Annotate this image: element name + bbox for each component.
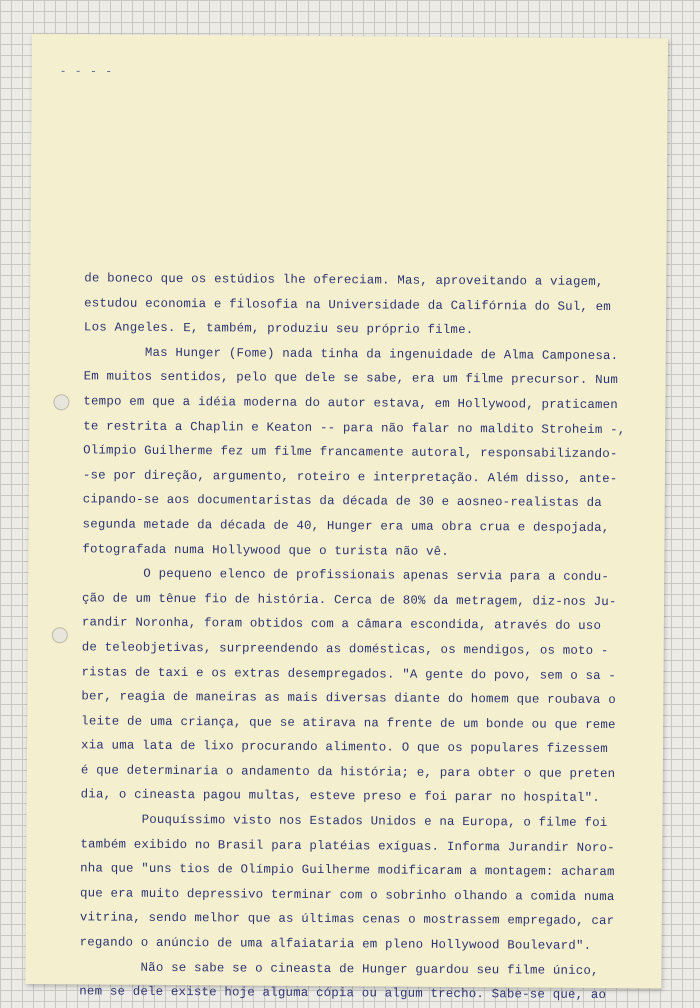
punch-hole <box>53 394 69 410</box>
text-line: leite de uma criança, que se atirava na frente de um bonde ou que reme <box>81 714 616 732</box>
text-line: te restrita a Chaplin e Keaton -- para não falar no maldito Stroheim -, <box>83 418 626 437</box>
text-line: Los Angeles. E, também, produziu seu próprio filme. <box>83 320 474 338</box>
text-line: estudou economia e filosofia na Universidade da Califórnia do Sul, em <box>84 295 612 314</box>
text-line: fotografada numa Hollywood que o turista não vê. <box>82 541 449 559</box>
text-line: randir Noronha, foram obtidos com a câmara escondida, através do uso <box>81 615 602 634</box>
text-line: vitrina, sendo melhor que as últimas cenas o mostrassem empregado, car <box>79 910 615 929</box>
corner-mark: - - - - <box>59 66 113 79</box>
text-line: dia, o cineasta pagou multas, esteve preso e foi parar no hospital". <box>80 787 600 806</box>
typewritten-page <box>25 34 668 1003</box>
text-line: cipando-se aos documentaristas da década de 30 e aosneo-realistas da <box>82 492 603 511</box>
text-line: que era muito depressivo terminar com o sobrinho olhando a comida numa <box>79 886 615 904</box>
text-line: nem se dele existe hoje alguma cópia ou algum trecho. Sabe-se que, ao <box>79 984 607 1003</box>
text-line: de teleobjetivas, surpreendendo as domésticas, os mendigos, os moto - <box>81 640 609 658</box>
punch-hole <box>52 627 68 643</box>
text-line: Não se sabe se o cineasta de Hunger guardou seu filme único, <box>79 959 599 978</box>
text-line: Olímpio Guilherme fez um filme francamente autoral, responsabilizando- <box>83 443 618 462</box>
text-line: regando o anúncio de uma alfaiataria em pleno Hollywood Boulevard". <box>79 935 592 953</box>
text-line: é que determinaria o andamento da história; e, para obter o que preten <box>80 763 616 781</box>
text-line: Mas Hunger (Fome) nada tinha da ingenuidade de Alma Camponesa. <box>83 345 619 363</box>
text-line: -se por direção, argumento, roteiro e interpretação. Além disso, ante- <box>82 468 618 486</box>
text-line: xia uma lata de lixo procurando alimento. O que os populares fizessem <box>80 738 608 757</box>
text-line: Em muitos sentidos, pelo que dele se sabe, era um filme precursor. Num <box>83 369 619 388</box>
text-line: O pequeno elenco de profissionais apenas servia para a condu- <box>82 566 610 585</box>
text-line: nha que "uns tios de Olímpio Guilherme modificaram a montagem: acharam <box>80 861 615 880</box>
text-line: ber, reagia de maneiras as mais diversas diante do homem que roubava o <box>81 689 616 708</box>
text-line: de boneco que os estúdios lhe ofereciam. Mas, aproveitando a viagem, <box>84 271 604 289</box>
text-line: segunda metade da década de 40, Hunger era uma obra crua e despojada, <box>82 517 610 535</box>
text-line: também exibido no Brasil para platéias exíguas. Informa Jurandir Noro- <box>80 837 615 855</box>
body-text <box>79 266 644 1008</box>
text-line: ristas de taxi e os extras desempregados. "A gente do povo, sem o sa - <box>81 664 617 683</box>
text-line: ção de um tênue fio de história. Cerca de 80% da metragem, diz-nos Ju- <box>82 591 617 609</box>
text-line: Pouquíssimo visto nos Estados Unidos e na Europa, o filme foi <box>80 812 608 831</box>
text-line: tempo em que a idéia moderna do autor estava, em Hollywood, praticamen <box>83 394 618 413</box>
